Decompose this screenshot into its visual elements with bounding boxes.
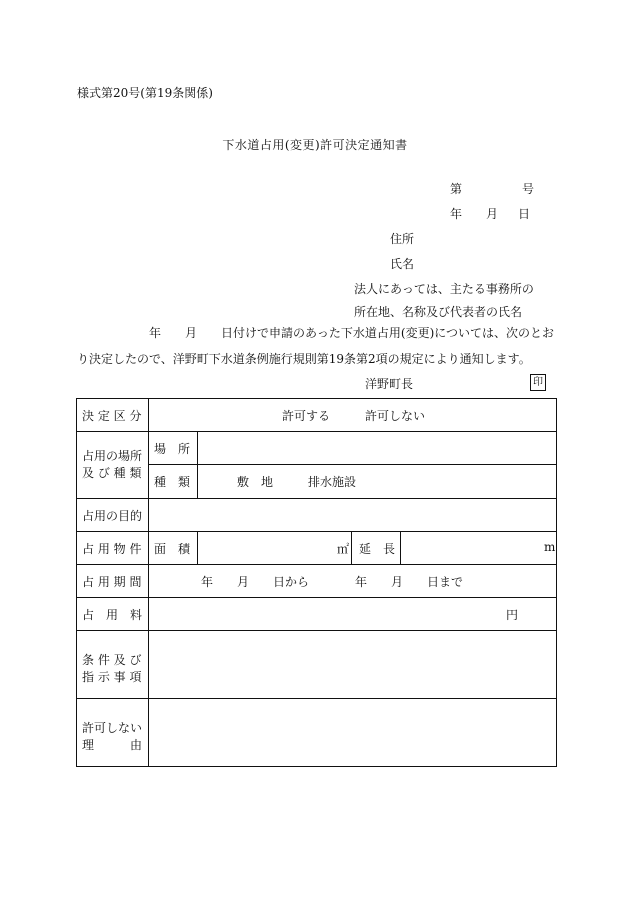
fee-unit: 円 [506,608,519,622]
place-kind-label-1: 占用の場所 [82,449,143,463]
decision-label: 決 定 区 分 [82,409,142,423]
date-month: 月 [486,207,499,221]
decision-table [76,398,557,767]
purpose-label: 占用の目的 [82,509,143,523]
corp-note-line1: 法人にあっては、主たる事務所の [354,282,534,296]
seal-mark [530,374,546,391]
reason-label-2: 理 由 [82,738,143,752]
kind-land: 敷 地 [237,475,274,489]
body-line1: 年 月 日付けで申請のあった下水道占用(変更)については、次のとお [149,326,555,340]
number-go: 号 [522,182,535,196]
body-line2: り決定したので、洋野町下水道条例施行規則第19条第2項の規定により通知します。 [77,352,531,366]
form-number: 様式第20号(第19条関係) [77,86,213,100]
date-year: 年 [450,207,463,221]
table-lines [76,398,557,767]
name-label: 氏名 [390,257,415,271]
length-label: 延 長 [359,542,396,556]
area-label: 面 積 [154,542,191,556]
period-to: 年 月 日まで [355,575,464,589]
reason-label-1: 許可しない [82,721,143,735]
area-unit: ㎡ [337,542,350,556]
period-from: 年 月 日から [201,575,310,589]
kind-label: 種 類 [154,475,191,489]
mayor-label: 洋野町長 [365,377,414,391]
period-label: 占 用 期 間 [82,575,142,589]
corp-note-line2: 所在地、名称及び代表者の氏名 [354,305,523,319]
permit-option: 許可する [282,409,331,423]
conditions-label-1: 条 件 及 び [82,653,142,667]
address-label: 住所 [390,232,415,246]
place-label: 場 所 [154,442,191,456]
fee-label: 占 用 料 [82,608,143,622]
document-title: 下水道占用(変更)許可決定通知書 [222,138,408,152]
place-kind-label-2: 及 び 種 類 [82,466,142,480]
number-dai: 第 [450,182,463,196]
date-day: 日 [518,207,531,221]
deny-option: 許可しない [365,409,426,423]
seal-text: 印 [530,374,546,391]
object-label: 占 用 物 件 [82,542,142,556]
length-unit: m [544,540,556,554]
kind-facility: 排水施設 [308,475,357,489]
conditions-label-2: 指 示 事 項 [82,670,142,684]
